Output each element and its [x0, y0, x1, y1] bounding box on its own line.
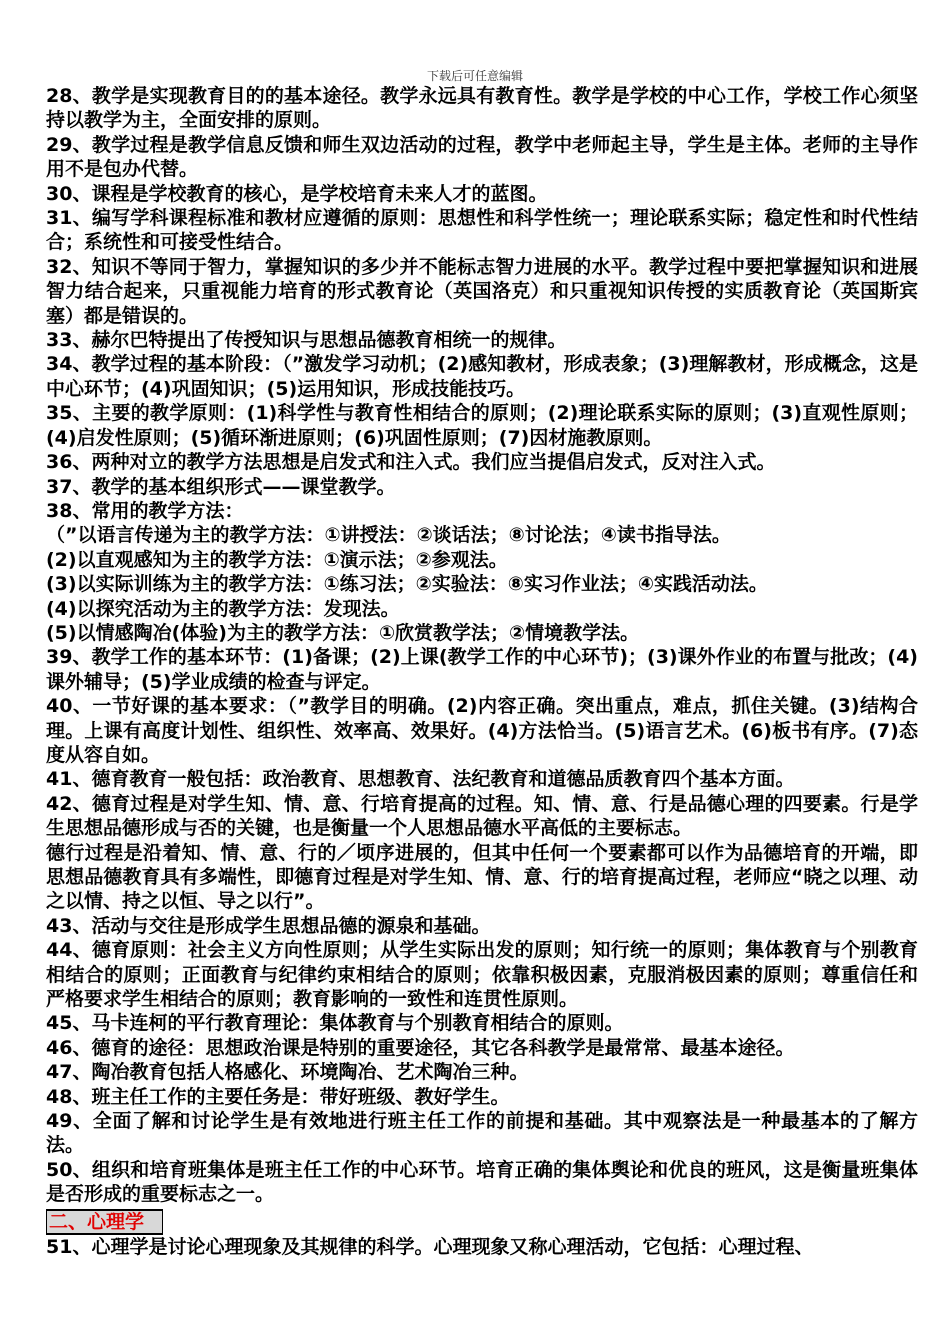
section-heading-row	[46, 1207, 918, 1235]
paragraph: 50、组织和培育班集体是班主任工作的中心环节。培育正确的集体舆论和优良的班风，这是衡量班集体是否形成的重要标志之一。	[46, 1158, 918, 1206]
paragraph: 38、常用的教学方法：	[46, 499, 244, 522]
paragraph: 28、教学是实现教育目的的基本途径。教学永远具有教育性。教学是学校的中心工作，学校工作心须坚持以教学为主，全面安排的原则。	[46, 85, 918, 132]
section-heading: 二、心理学	[46, 1209, 163, 1235]
paragraph: (5)以情感陶冶(体验)为主的教学方法：①欣赏教学法；②情境教学法。	[46, 621, 640, 644]
header-note: 下载后可任意编辑	[426, 69, 523, 83]
paragraph: 49、全面了解和讨论学生是有效地进行班主任工作的前提和基础。其中观察法是一种最基本的了解方法。	[46, 1110, 918, 1157]
paragraph: 45、马卡连柯的平行教育理论：集体教育与个别教育相结合的原则。	[46, 1012, 624, 1035]
paragraph: 34、教学过程的基本阶段：（”激发学习动机；(2)感知教材，形成表象；(3)理解教材，形成概念，这是中心环节；(4)巩固知识；(5)运用知识，形成技能技巧。	[46, 353, 918, 400]
paragraph: 41、德育教育一般包括：政治教育、思想教育、法纪教育和道德品质教育四个基本方面。	[46, 768, 795, 791]
paragraph: 47、陶冶教育包括人格感化、环境陶冶、艺术陶冶三种。	[46, 1061, 529, 1084]
paragraph: 51、心理学是讨论心理现象及其规律的科学。心理现象又称心理活动，它包括：心理过程、	[46, 1235, 814, 1258]
paragraph: 48、班主任工作的主要任务是：带好班级、教好学生。	[46, 1085, 510, 1108]
paragraph: 46、德育的途径：思想政治课是特别的重要途径，其它各科教学是最常常、最基本途径。	[46, 1036, 795, 1059]
paragraph: 30、课程是学校教育的核心，是学校培育未来人才的蓝图。	[46, 182, 548, 205]
document-body	[46, 84, 918, 1259]
paragraph: (3)以实际训练为主的教学方法：①练习法；②实验法：⑧实习作业法；④实践活动法。	[46, 573, 768, 596]
paragraph: (4)以探究活动为主的教学方法：发现法。	[46, 597, 400, 620]
paragraph: 35、主要的教学原则：(1)科学性与教育性相结合的原则；(2)理论联系实际的原则；(3)直观性原则；(4)启发性原则；(5)循环渐进原则；(6)巩固性原则；(7)因材施教原则。	[46, 402, 918, 449]
paragraph: 29、教学过程是教学信息反馈和师生双边活动的过程，教学中老师起主导，学生是主体。老师的主导作用不是包办代替。	[46, 133, 918, 181]
paragraph: 43、活动与交往是形成学生思想品德的源泉和基础。	[46, 914, 491, 937]
paragraph: 37、教学的基本组织形式——课堂教学。	[46, 475, 396, 498]
paragraph: 31、编写学科课程标准和教材应遵循的原则：思想性和科学性统一；理论联系实际；稳定性和时代性结合；系统性和可接受性结合。	[46, 207, 918, 254]
paragraph: 42、德育过程是对学生知、情、意、行培育提高的过程。知、情、意、行是品德心理的四要素。行是学生思想品德形成与否的关键，也是衡量一个人思想品德水平高低的主要标志。	[46, 792, 918, 840]
paragraph: 36、两种对立的教学方法思想是启发式和注入式。我们应当提倡启发式，反对注入式。	[46, 451, 776, 474]
paragraph: (2)以直观感知为主的教学方法：①演示法；②参观法。	[46, 548, 508, 571]
paragraph: 32、知识不等同于智力，掌握知识的多少并不能标志智力进展的水平。教学过程中要把掌握知识和进展智力结合起来，只重视能力培育的形式教育论（英国洛克）和只重视知识传授的实质教育论（英国斯宾塞）都是错误的。	[46, 255, 918, 327]
paragraph: 德行过程是沿着知、情、意、行的／顷序进展的，但其中任何一个要素都可以作为品德培育的开端，即思想品德教育具有多端性，即德育过程是对学生知、情、意、行的培育提高过程，老师应“晓之以理、动之以情、持之以恒、导之以行”。	[46, 841, 918, 913]
paragraph: 44、德育原则：社会主义方向性原则；从学生实际出发的原则；知行统一的原则；集体教育与个别教育相结合的原则；正面教育与纪律约束相结合的原则；依靠积极因素，克服消极因素的原则；尊重信任和严格要求学生相结合的原则；教育影响的一致性和连贯性原则。	[46, 939, 918, 1011]
paragraph: 39、教学工作的基本环节：(1)备课；(2)上课(教学工作的中心环节)；(3)课外作业的布置与批改；(4)课外辅导；(5)学业成绩的检查与评定。	[46, 646, 918, 693]
paragraph: （”以语言传递为主的教学方法：①讲授法：②谈话法；⑧讨论法；④读书指导法。	[46, 524, 731, 547]
paragraph: 33、赫尔巴特提出了传授知识与思想品德教育相统一的规律。	[46, 329, 567, 352]
paragraph: 40、一节好课的基本要求：（”教学目的明确。(2)内容正确。突出重点，难点，抓住关键。(3)结构合理。上课有高度计划性、组织性、效率高、效果好。(4)方法恰当。(5)语言艺术。(6)板书有序。(7)态度从容自如。	[46, 695, 918, 766]
